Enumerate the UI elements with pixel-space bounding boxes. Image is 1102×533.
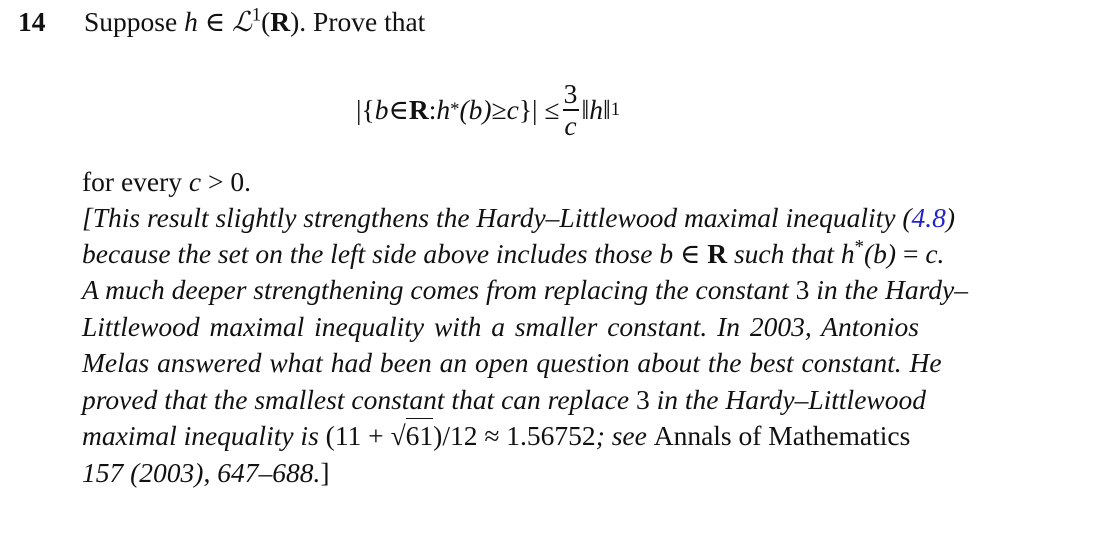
remark-line-4: Littlewood maximal inequality with a smaller constant. In 2003, Antonios (82, 311, 919, 342)
remark-line-3: A much deeper strengthening comes from replacing the constant 3 in the Hardy– (82, 274, 968, 305)
remark-line-2: because the set on the left side above includes those b ∈ R such that h*(b) = c. (82, 236, 945, 269)
remark-line-8: 157 (2003), 647–688.] (82, 457, 330, 488)
square-root: √61 (390, 420, 434, 451)
equation-reference-link[interactable]: 4.8 (911, 202, 946, 233)
citation: 157 (2003), 647–688. (82, 457, 321, 488)
for-every-clause: for every c > 0. (82, 166, 251, 197)
remark-line-5: Melas answered what had been an open question about the best constant. He (82, 347, 942, 378)
display-inequality: |{ b ∈ R : h * (b) ≥ c }| ≤ $\frac{3}{c}$ ‖h‖ 1 (356, 78, 621, 141)
remark-line-7: maximal inequality is (11 + √61)/12 ≈ 1.56752; see Annals of Mathematics (82, 418, 910, 454)
fraction-three-over-c: $\frac{3}{c}$ (563, 78, 578, 141)
exercise-number: 14 (18, 6, 46, 37)
remark-line-6: proved that the smallest constant that can replace 3 in the Hardy–Littlewood (82, 384, 926, 415)
remark-line-1: [This result slightly strengthens the Hardy–Littlewood maximal inequality (4.8) (82, 202, 956, 233)
exercise-statement: Suppose h ∈ ℒ$^1$(R). Prove that (84, 4, 426, 37)
journal-title: Annals of Mathematics (653, 420, 911, 451)
